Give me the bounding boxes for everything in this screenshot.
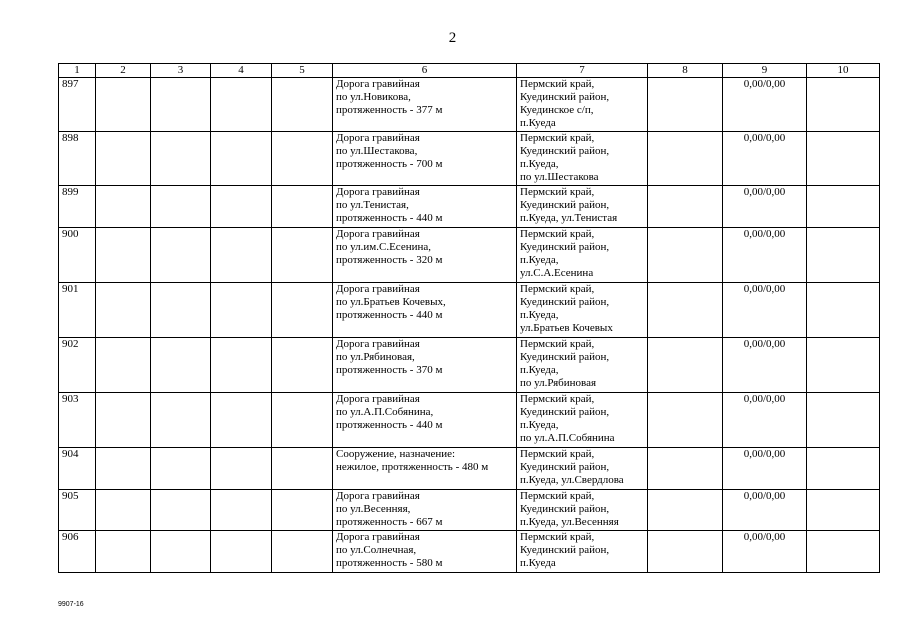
- object-name-line: Дорога гравийная: [336, 78, 420, 90]
- empty-cell: [96, 283, 151, 338]
- empty-cell: [272, 228, 333, 283]
- address-line: Пермский край,: [520, 132, 595, 144]
- address-line: Пермский край,: [520, 448, 595, 460]
- empty-cell: [272, 338, 333, 393]
- value-cell: 0,00/0,00: [723, 228, 807, 283]
- empty-cell: [96, 338, 151, 393]
- row-number: 902: [59, 338, 96, 393]
- object-name-line: протяженность - 667 м: [336, 516, 443, 528]
- object-name-line: протяженность - 370 м: [336, 364, 443, 376]
- column-header: 3: [151, 64, 211, 78]
- empty-cell: [96, 393, 151, 448]
- row-number: 905: [59, 490, 96, 531]
- object-name-line: по ул.А.П.Собянина,: [336, 406, 434, 418]
- address-cell: [517, 78, 648, 132]
- address-line: по ул.Шестакова: [520, 171, 599, 183]
- empty-cell: [151, 283, 211, 338]
- address-line: Куединский район,: [520, 241, 610, 253]
- address-line: Пермский край,: [520, 78, 595, 90]
- address-cell: [517, 132, 648, 186]
- table-row: [59, 338, 880, 393]
- value-cell: 0,00/0,00: [723, 186, 807, 228]
- address-cell: [517, 393, 648, 448]
- empty-cell: [211, 393, 272, 448]
- row-number: 901: [59, 283, 96, 338]
- table-row: [59, 283, 880, 338]
- empty-cell: [211, 448, 272, 490]
- empty-cell: [211, 186, 272, 228]
- value-cell: 0,00/0,00: [723, 78, 807, 132]
- object-name-line: Дорога гравийная: [336, 283, 420, 295]
- column-header: 6: [333, 64, 517, 78]
- empty-cell: [151, 78, 211, 132]
- row-number: 898: [59, 132, 96, 186]
- value-cell: 0,00/0,00: [723, 490, 807, 531]
- address-line: Куединский район,: [520, 461, 610, 473]
- empty-cell: [151, 531, 211, 573]
- empty-cell: [272, 78, 333, 132]
- address-line: п.Куеда: [520, 557, 556, 569]
- empty-cell: [151, 490, 211, 531]
- object-name-line: по ул.Рябиновая,: [336, 351, 415, 363]
- object-name-line: протяженность - 580 м: [336, 557, 443, 569]
- object-name-line: Дорога гравийная: [336, 531, 420, 543]
- address-line: Пермский край,: [520, 186, 595, 198]
- empty-cell: [648, 283, 723, 338]
- address-line: по ул.А.П.Собянина: [520, 432, 615, 444]
- object-name-cell: [333, 393, 517, 448]
- address-cell: [517, 228, 648, 283]
- page-number: 2: [448, 30, 457, 46]
- header-row: [59, 64, 880, 78]
- address-line: Пермский край,: [520, 393, 595, 405]
- table-row: [59, 78, 880, 132]
- address-line: п.Куеда,: [520, 419, 559, 431]
- column-header: 8: [648, 64, 723, 78]
- object-name-line: Дорога гравийная: [336, 132, 420, 144]
- object-name-line: по ул.Весенняя,: [336, 503, 411, 515]
- object-name-line: протяженность - 440 м: [336, 309, 443, 321]
- row-number: 900: [59, 228, 96, 283]
- empty-cell: [648, 531, 723, 573]
- address-line: Пермский край,: [520, 228, 595, 240]
- column-header: 4: [211, 64, 272, 78]
- empty-cell: [807, 393, 880, 448]
- address-line: Куединский район,: [520, 296, 610, 308]
- object-name-line: по ул.Солнечная,: [336, 544, 417, 556]
- column-header: 2: [96, 64, 151, 78]
- empty-cell: [807, 78, 880, 132]
- object-name-cell: [333, 448, 517, 490]
- object-name-line: Дорога гравийная: [336, 490, 420, 502]
- object-name-line: Сооружение, назначение:: [336, 448, 456, 460]
- object-name-line: Дорога гравийная: [336, 338, 420, 350]
- empty-cell: [211, 283, 272, 338]
- object-name-line: по ул.Тенистая,: [336, 199, 409, 211]
- value-cell: 0,00/0,00: [723, 338, 807, 393]
- address-line: Куединский район,: [520, 199, 610, 211]
- empty-cell: [648, 78, 723, 132]
- table-row: [59, 448, 880, 490]
- footer-code: 9907-16: [58, 601, 84, 608]
- empty-cell: [272, 531, 333, 573]
- empty-cell: [151, 393, 211, 448]
- object-name-cell: [333, 78, 517, 132]
- value-cell: 0,00/0,00: [723, 132, 807, 186]
- empty-cell: [96, 490, 151, 531]
- address-line: п.Куеда, ул.Тенистая: [520, 212, 618, 224]
- column-header: 1: [59, 64, 96, 78]
- address-line: Куединский район,: [520, 91, 610, 103]
- address-line: п.Куеда, ул.Свердлова: [520, 474, 624, 486]
- empty-cell: [648, 228, 723, 283]
- empty-cell: [211, 531, 272, 573]
- object-name-line: протяженность - 440 м: [336, 419, 443, 431]
- empty-cell: [807, 490, 880, 531]
- value-cell: 0,00/0,00: [723, 393, 807, 448]
- empty-cell: [807, 132, 880, 186]
- empty-cell: [151, 338, 211, 393]
- object-name-line: по ул.Шестакова,: [336, 145, 418, 157]
- empty-cell: [211, 132, 272, 186]
- address-line: Пермский край,: [520, 531, 595, 543]
- empty-cell: [272, 186, 333, 228]
- empty-cell: [211, 78, 272, 132]
- address-line: Куединский район,: [520, 544, 610, 556]
- empty-cell: [272, 132, 333, 186]
- empty-cell: [96, 132, 151, 186]
- object-name-cell: [333, 490, 517, 531]
- empty-cell: [96, 228, 151, 283]
- address-line: п.Куеда,: [520, 309, 559, 321]
- column-header: 7: [517, 64, 648, 78]
- empty-cell: [648, 393, 723, 448]
- row-number: 903: [59, 393, 96, 448]
- object-name-cell: [333, 132, 517, 186]
- object-name-line: протяженность - 700 м: [336, 158, 443, 170]
- value-cell: 0,00/0,00: [723, 531, 807, 573]
- address-line: Пермский край,: [520, 338, 595, 350]
- object-name-cell: [333, 531, 517, 573]
- empty-cell: [96, 78, 151, 132]
- empty-cell: [211, 490, 272, 531]
- address-line: Куединский район,: [520, 503, 610, 515]
- address-line: Пермский край,: [520, 283, 595, 295]
- address-line: Куединское с/п,: [520, 104, 594, 116]
- table-row: [59, 393, 880, 448]
- empty-cell: [648, 448, 723, 490]
- object-name-line: по ул.Братьев Кочевых,: [336, 296, 446, 308]
- object-name-line: Дорога гравийная: [336, 393, 420, 405]
- object-name-line: протяженность - 377 м: [336, 104, 443, 116]
- empty-cell: [648, 186, 723, 228]
- empty-cell: [648, 490, 723, 531]
- empty-cell: [807, 448, 880, 490]
- empty-cell: [272, 448, 333, 490]
- empty-cell: [807, 338, 880, 393]
- empty-cell: [648, 132, 723, 186]
- empty-cell: [96, 448, 151, 490]
- value-cell: 0,00/0,00: [723, 448, 807, 490]
- address-line: п.Куеда,: [520, 364, 559, 376]
- address-line: ул.С.А.Есенина: [520, 267, 594, 279]
- table-row: [59, 228, 880, 283]
- object-name-line: протяженность - 320 м: [336, 254, 443, 266]
- address-cell: [517, 531, 648, 573]
- address-line: п.Куеда, ул.Весенняя: [520, 516, 619, 528]
- row-number: 897: [59, 78, 96, 132]
- object-name-line: нежилое, протяженность - 480 м: [336, 461, 489, 473]
- empty-cell: [272, 393, 333, 448]
- address-cell: [517, 338, 648, 393]
- address-line: Куединский район,: [520, 145, 610, 157]
- row-number: 906: [59, 531, 96, 573]
- row-number: 904: [59, 448, 96, 490]
- object-name-line: по ул.Новикова,: [336, 91, 411, 103]
- empty-cell: [648, 338, 723, 393]
- empty-cell: [807, 228, 880, 283]
- object-name-cell: [333, 338, 517, 393]
- table-row: [59, 531, 880, 573]
- empty-cell: [807, 283, 880, 338]
- address-line: Куединский район,: [520, 351, 610, 363]
- address-line: п.Куеда: [520, 117, 556, 129]
- register-table: [58, 63, 880, 573]
- empty-cell: [272, 490, 333, 531]
- object-name-cell: [333, 186, 517, 228]
- empty-cell: [151, 228, 211, 283]
- column-header: 9: [723, 64, 807, 78]
- column-header: 5: [272, 64, 333, 78]
- table-row: [59, 186, 880, 228]
- empty-cell: [211, 228, 272, 283]
- object-name-cell: [333, 283, 517, 338]
- address-cell: [517, 283, 648, 338]
- empty-cell: [807, 186, 880, 228]
- address-cell: [517, 186, 648, 228]
- address-line: по ул.Рябиновая: [520, 377, 597, 389]
- empty-cell: [807, 531, 880, 573]
- empty-cell: [272, 283, 333, 338]
- object-name-line: Дорога гравийная: [336, 186, 420, 198]
- empty-cell: [151, 132, 211, 186]
- address-cell: [517, 490, 648, 531]
- object-name-line: по ул.им.С.Есенина,: [336, 241, 431, 253]
- empty-cell: [151, 186, 211, 228]
- table-row: [59, 132, 880, 186]
- empty-cell: [211, 338, 272, 393]
- table-row: [59, 490, 880, 531]
- object-name-line: Дорога гравийная: [336, 228, 420, 240]
- empty-cell: [96, 186, 151, 228]
- address-line: п.Куеда,: [520, 254, 559, 266]
- value-cell: 0,00/0,00: [723, 283, 807, 338]
- address-cell: [517, 448, 648, 490]
- empty-cell: [151, 448, 211, 490]
- address-line: Куединский район,: [520, 406, 610, 418]
- object-name-line: протяженность - 440 м: [336, 212, 443, 224]
- address-line: Пермский край,: [520, 490, 595, 502]
- column-header: 10: [807, 64, 880, 78]
- address-line: ул.Братьев Кочевых: [520, 322, 613, 334]
- object-name-cell: [333, 228, 517, 283]
- row-number: 899: [59, 186, 96, 228]
- empty-cell: [96, 531, 151, 573]
- address-line: п.Куеда,: [520, 158, 559, 170]
